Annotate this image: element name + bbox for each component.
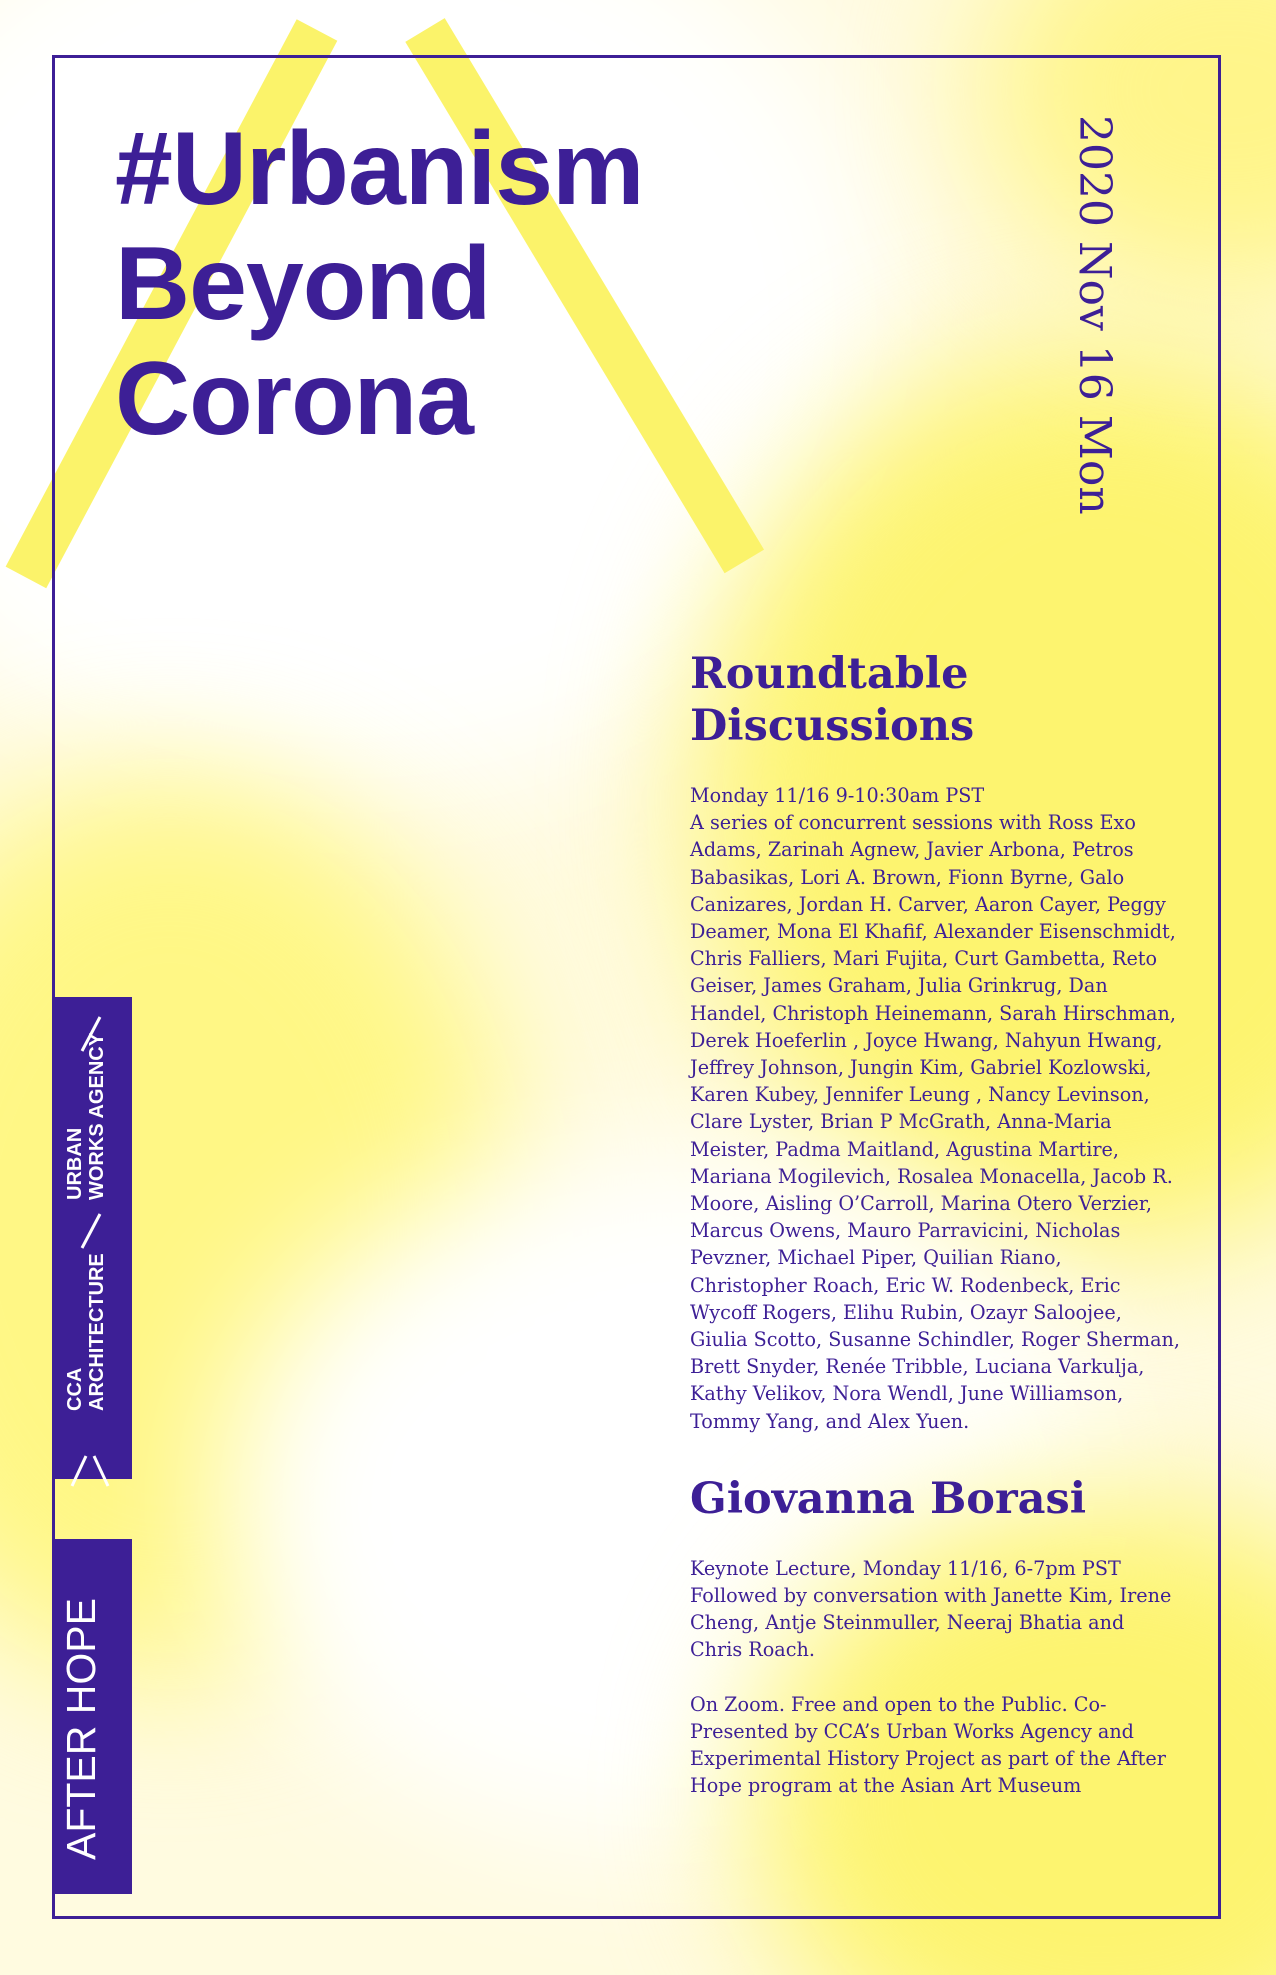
org2-line1: URBAN [64, 1127, 86, 1200]
event-info: On Zoom. Free and open to the Public. Co-Presented by CCA’s Urban Works Agency and Experimental History Project as part of the After Hope program at the Asian Art Museum [690, 1692, 1166, 1798]
title-line-3: Corona [115, 341, 473, 457]
keynote-time: Keynote Lecture, Monday 11/16, 6-7pm PST [690, 1556, 1121, 1580]
poster-title [115, 112, 644, 457]
slash-divider-icon [68, 1212, 114, 1250]
keynote-speaker: Giovanna Borasi [690, 1473, 1087, 1524]
slash-mark-icon [68, 1015, 114, 1053]
urban-works-agency-label [64, 1033, 108, 1200]
roundtable-heading: Roundtable Discussions [690, 649, 975, 751]
org1-line2: ARCHITECTURE [86, 1253, 108, 1411]
title-line-1: #Urbanism [115, 111, 644, 227]
title-line-2: Beyond [115, 226, 491, 342]
after-hope-label: AFTER HOPE [58, 1598, 104, 1860]
org1-line1: CCA [64, 1367, 86, 1411]
cca-mark-icon [68, 1452, 114, 1490]
roundtable-description: A series of concurrent sessions with Ross Exo Adams, Zarinah Agnew, Javier Arbona, Petros Babasikas, Lori A. Brown, Fionn Byrne, Galo Canizares, Jordan H. Carver, Aaron Cayer, Peggy Deamer, Mona El Khafif, Alexander Eisenschmidt, Chris Falliers, Mari Fujita, Curt Gambetta, Reto Geiser, James Graham, Julia Grinkrug, Dan Handel, Christoph Heinemann, Sarah Hirschman, Derek Hoeferlin , Joyce Hwang, Nahyun Hwang, Jeffrey Johnson, Jungin Kim, Gabriel Kozlowski, Karen Kubey, Jennifer Leung , Nancy Levinson, Clare Lyster, Brian P McGrath, Anna-Maria Meister, Padma Maitland, Agustina Martire, Mariana Mogilevich, Rosalea Monacella, Jacob R. Moore, Aisling O’Carroll, Marina Otero Verzier, Marcus Owens, Mauro Parravicini, Nicholas Pevzner, Michael Piper, Quilian Riano, Christopher Roach, Eric W. Rodenbeck, Eric Wycoff Rogers, Elihu Rubin, Ozayr Saloojee, Giulia Scotto, Susanne Schindler, Roger Sherman, Brett Snyder, Renée Tribble, Luciana Varkulja, Kathy Velikov, Nora Wendl, June Williamson, Tommy Yang, and Alex Yuen. [690, 811, 1181, 1433]
org2-line2: WORKS AGENCY [86, 1032, 108, 1200]
program-details [690, 648, 1180, 1800]
keynote-conversation: Followed by conversation with Janette Kim, Irene Cheng, Antje Steinmuller, Neeraj Bhatia and Chris Roach. [690, 1584, 1172, 1662]
cca-architecture-label [64, 1253, 108, 1411]
event-date: 2020 Nov 16 Mon [1069, 115, 1120, 515]
roundtable-time: Monday 11/16 9-10:30am PST [690, 784, 985, 807]
